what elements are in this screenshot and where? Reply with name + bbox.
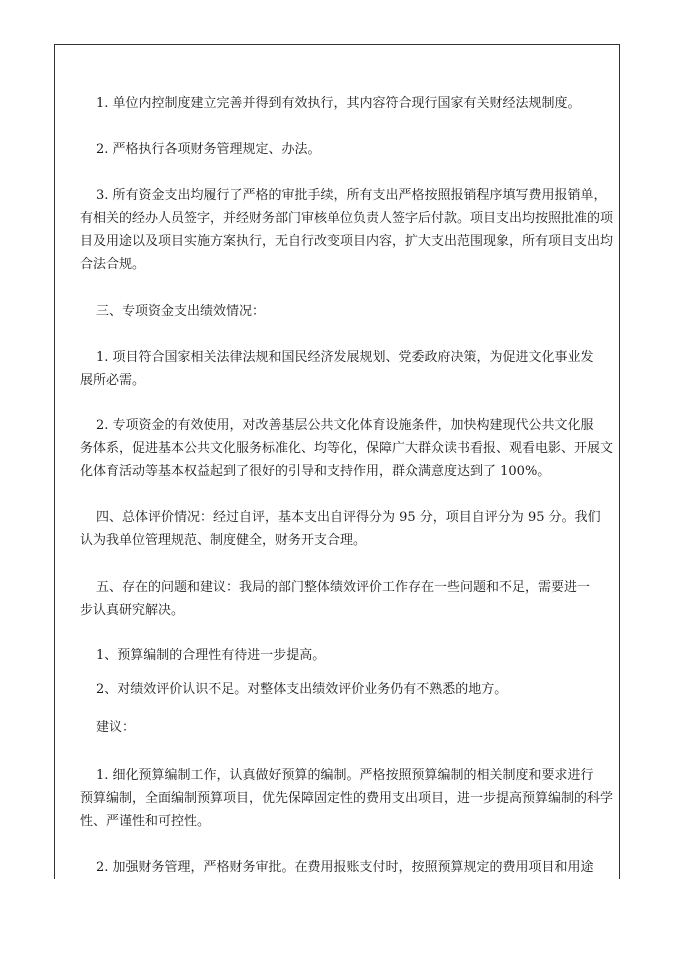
text-line: 1. 细化预算编制工作，认真做好预算的编制。严格按照预算编制的相关制度和要求进行 (96, 768, 594, 783)
text-line: 认为我单位管理规范、制度健全，财务开支合理。 (80, 533, 367, 548)
paragraph-6 (80, 414, 616, 483)
text-line: 性、严谨性和可控性。 (80, 814, 211, 829)
suggestion-item-2 (96, 856, 616, 879)
text-line: 合法合规。 (80, 257, 146, 272)
text-line: 1、预算编制的合理性有待进一步提高。 (96, 648, 326, 663)
text-line: 四、总体评价情况：经过自评，基本支出自评得分为 95 分，项目自评分为 95 分。我们 (96, 510, 601, 525)
text-line: 3. 所有资金支出均履行了严格的审批手续，所有支出严格按照报销程序填写费用报销单， (96, 188, 607, 203)
paragraph-2 (96, 138, 616, 161)
suggestion-heading (96, 716, 616, 739)
text-line: 预算编制，全面编制预算项目，优先保障固定性的费用支出项目，进一步提高预算编制的科学 (80, 791, 614, 806)
text-line: 2. 严格执行各项财务管理规定、办法。 (96, 142, 321, 157)
text-line: 建议： (96, 720, 136, 735)
text-line: 有相关的经办人员签字，并经财务部门审核单位负责人签字后付款。项目支出均按照批准的项 (80, 211, 614, 226)
section-heading-5 (80, 576, 616, 622)
paragraph-5 (80, 346, 616, 392)
text-line: 2. 专项资金的有效使用，对改善基层公共文化体育设施条件，加快构建现代公共文化服 (96, 418, 594, 433)
text-line: 展所必需。 (80, 373, 146, 388)
text-line: 步认真研究解决。 (80, 603, 185, 618)
suggestion-item-1 (80, 764, 616, 833)
text-line: 2、对绩效评价认识不足。对整体支出绩效评价业务仍有不熟悉的地方。 (96, 682, 508, 697)
section-heading-3 (96, 300, 616, 323)
text-line: 1. 单位内控制度建立完善并得到有效执行，其内容符合现行国家有关财经法规制度。 (96, 96, 581, 111)
problem-item-2 (96, 678, 616, 701)
paragraph-3 (80, 184, 616, 276)
text-line: 务体系，促进基本公共文化服务标准化、均等化，保障广大群众读书看报、观看电影、开展文 (80, 441, 614, 456)
section-heading-4 (80, 506, 616, 552)
paragraph-1 (96, 92, 616, 115)
text-line: 1. 项目符合国家相关法律法规和国民经济发展规划、党委政府决策，为促进文化事业发 (96, 350, 594, 365)
text-line: 2. 加强财务管理，严格财务审批。在费用报账支付时，按照预算规定的费用项目和用途 (96, 860, 594, 875)
text-line: 五、存在的问题和建议：我局的部门整体绩效评价工作存在一些问题和不足，需要进一 (96, 580, 591, 595)
problem-item-1 (96, 644, 616, 667)
text-line: 三、专项资金支出绩效情况： (96, 304, 266, 319)
text-line: 化体育活动等基本权益起到了很好的引导和支持作用，群众满意度达到了 100%。 (80, 464, 551, 479)
text-line: 目及用途以及项目实施方案执行，无自行改变项目内容，扩大支出范围现象，所有项目支出均 (80, 234, 614, 249)
